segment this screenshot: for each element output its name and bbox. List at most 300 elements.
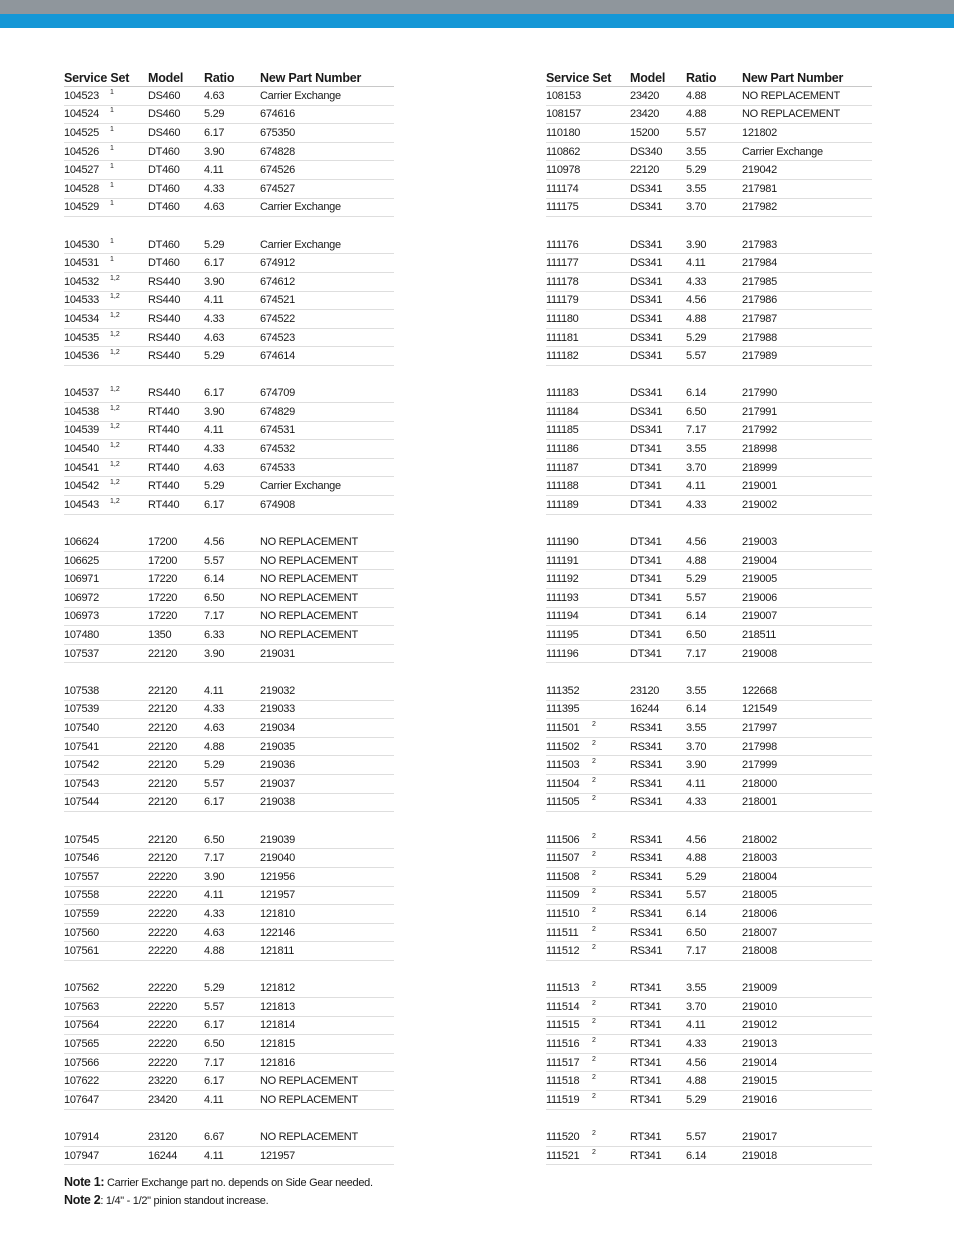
service-set-cell [546, 741, 630, 753]
ratio-cell: 4.88 [686, 312, 707, 325]
service-set-cell [546, 183, 630, 195]
table-row [64, 1017, 394, 1036]
footnote-marker: 1,2 [110, 460, 120, 468]
table-row [64, 87, 394, 106]
service-set-value: 107562 [64, 982, 99, 995]
model-cell: DS341 [630, 201, 663, 214]
footnote-marker: 2 [592, 832, 596, 840]
ratio-cell: 3.90 [204, 647, 225, 660]
service-set-value: 111507 [546, 852, 580, 865]
table-row [64, 924, 394, 943]
ratio-cell: 6.14 [686, 703, 707, 716]
new-part-number-cell: 219015 [742, 1075, 777, 1088]
new-part-number-cell: 218002 [742, 833, 777, 846]
model-cell: RS341 [630, 852, 663, 865]
footnote-marker: 1,2 [110, 274, 120, 282]
model-cell: RS440 [148, 294, 181, 307]
table-row [546, 310, 872, 329]
service-set-cell [64, 183, 148, 195]
new-part-number-cell: 218998 [742, 443, 777, 456]
ratio-cell: 6.50 [204, 833, 225, 846]
new-part-number-cell: 217985 [742, 275, 777, 288]
header-new-part-number: New Part Number [260, 71, 362, 85]
new-part-number-cell: 217988 [742, 331, 777, 344]
table-row [64, 422, 394, 441]
new-part-number-cell: 218003 [742, 852, 777, 865]
new-part-number-cell: 218511 [742, 629, 777, 642]
service-set-cell [64, 685, 148, 697]
service-set-value: 104537 [64, 387, 99, 400]
service-set-cell [546, 387, 630, 399]
new-part-number-cell: 674614 [260, 350, 295, 363]
service-set-cell [546, 945, 630, 957]
note-2 [64, 1193, 373, 1211]
model-cell: RS440 [148, 331, 181, 344]
ratio-cell: 7.17 [204, 1056, 225, 1069]
table-row [64, 719, 394, 738]
group-spacer [546, 812, 872, 831]
ratio-cell: 4.33 [686, 1038, 707, 1051]
new-part-number-cell: 219001 [742, 480, 777, 493]
new-part-number-cell: NO REPLACEMENT [260, 573, 358, 586]
model-cell: 16244 [630, 703, 660, 716]
table-header [64, 66, 394, 87]
footnote-marker: 1 [110, 237, 114, 245]
service-set-value: 111189 [546, 498, 579, 511]
service-set-value: 111180 [546, 312, 579, 325]
model-cell: DS341 [630, 238, 663, 251]
service-set-value: 111177 [546, 257, 579, 270]
new-part-number-cell: 121810 [260, 907, 295, 920]
table-row [64, 403, 394, 422]
footnote-marker: 1,2 [110, 311, 120, 319]
service-set-value: 104530 [64, 238, 99, 251]
new-part-number-cell: 674709 [260, 387, 295, 400]
table-row [546, 980, 872, 999]
service-set-value: 107561 [64, 945, 99, 958]
group-spacer [546, 663, 872, 682]
service-set-cell [64, 127, 148, 139]
ratio-cell: 4.33 [686, 275, 707, 288]
ratio-cell: 3.55 [686, 982, 707, 995]
service-set-cell [546, 294, 630, 306]
table-row [64, 701, 394, 720]
model-cell: 22120 [148, 703, 178, 716]
model-cell: DT460 [148, 145, 180, 158]
service-set-value: 111174 [546, 182, 579, 195]
header-model: Model [148, 71, 184, 85]
service-set-cell [546, 239, 630, 251]
model-cell: DS341 [630, 350, 663, 363]
table-row [546, 589, 872, 608]
ratio-cell: 6.17 [204, 1075, 225, 1088]
ratio-cell: 6.17 [204, 796, 225, 809]
top-band-blue [0, 14, 954, 28]
ratio-cell: 3.90 [204, 870, 225, 883]
footnote-marker: 1,2 [110, 349, 120, 357]
service-set-value: 111520 [546, 1131, 580, 1144]
table-row [64, 477, 394, 496]
service-set-value: 111175 [546, 201, 579, 214]
ratio-cell: 7.17 [686, 647, 707, 660]
service-set-cell [546, 201, 630, 213]
table-row [64, 329, 394, 348]
table-row [64, 143, 394, 162]
service-set-value: 111514 [546, 1000, 580, 1013]
left-table-body [64, 87, 394, 1165]
ratio-cell: 6.14 [686, 1149, 707, 1162]
service-set-cell [64, 759, 148, 771]
model-cell: 17220 [148, 573, 178, 586]
ratio-cell: 5.29 [686, 164, 707, 177]
model-cell: 22120 [148, 721, 178, 734]
service-set-cell [546, 332, 630, 344]
model-cell: 22220 [148, 926, 178, 939]
model-cell: RS341 [630, 833, 663, 846]
service-set-value: 111194 [546, 610, 579, 623]
service-set-value: 110180 [546, 126, 581, 139]
new-part-number-cell: 219037 [260, 777, 295, 790]
ratio-cell: 4.33 [204, 703, 225, 716]
table-row [546, 701, 872, 720]
model-cell: 22220 [148, 982, 178, 995]
new-part-number-cell: 674523 [260, 331, 295, 344]
service-set-value: 111517 [546, 1056, 580, 1069]
service-set-cell [546, 927, 630, 939]
new-part-number-cell: 218005 [742, 889, 777, 902]
service-set-value: 107558 [64, 889, 99, 902]
note-2-text: : 1/4" - 1/2" pinion standout increase. [100, 1195, 269, 1207]
new-part-number-cell: 217987 [742, 312, 777, 325]
ratio-cell: 4.11 [204, 294, 224, 307]
model-cell: DS340 [630, 145, 663, 158]
service-set-cell [64, 1131, 148, 1143]
new-part-number-cell: 121957 [260, 889, 295, 902]
footnote-marker: 1 [110, 144, 114, 152]
ratio-cell: 7.17 [204, 852, 225, 865]
ratio-cell: 4.11 [686, 480, 706, 493]
ratio-cell: 5.57 [204, 554, 225, 567]
new-part-number-cell: 219007 [742, 610, 777, 623]
table-row [64, 1035, 394, 1054]
service-set-cell [546, 796, 630, 808]
ratio-cell: 3.70 [686, 740, 707, 753]
service-set-cell [546, 1001, 630, 1013]
ratio-cell: 4.56 [686, 294, 707, 307]
table-row [546, 942, 872, 961]
service-set-value: 111503 [546, 759, 580, 772]
new-part-number-cell: 217982 [742, 201, 777, 214]
service-set-cell [546, 164, 630, 176]
service-set-value: 108153 [546, 89, 581, 102]
ratio-cell: 4.63 [204, 89, 225, 102]
model-cell: 22120 [148, 833, 178, 846]
header-ratio: Ratio [686, 71, 717, 85]
table-row [546, 1091, 872, 1110]
service-set-cell [546, 908, 630, 920]
footnote-marker: 2 [592, 1130, 596, 1138]
service-set-value: 111510 [546, 907, 580, 920]
model-cell: RT341 [630, 1093, 662, 1106]
ratio-cell: 4.56 [204, 536, 225, 549]
group-spacer [64, 961, 394, 980]
new-part-number-cell: 219014 [742, 1056, 777, 1069]
table-row [64, 794, 394, 813]
model-cell: 22220 [148, 1038, 178, 1051]
service-set-cell [546, 592, 630, 604]
service-set-value: 104539 [64, 424, 99, 437]
table-row [546, 292, 872, 311]
service-set-cell [546, 889, 630, 901]
service-set-cell [64, 703, 148, 715]
model-cell: DS341 [630, 387, 663, 400]
service-set-cell [546, 90, 630, 102]
table-header [546, 66, 872, 87]
table-row [546, 385, 872, 404]
service-set-value: 104533 [64, 294, 99, 307]
service-set-cell [546, 108, 630, 120]
table-row [64, 1147, 394, 1166]
new-part-number-cell: 674612 [260, 275, 295, 288]
footnote-marker: 2 [592, 739, 596, 747]
footnote-marker: 2 [592, 906, 596, 914]
ratio-cell: 4.56 [686, 536, 707, 549]
ratio-cell: 5.29 [204, 238, 225, 251]
service-set-cell [64, 480, 148, 492]
table-row [546, 477, 872, 496]
service-set-value: 107539 [64, 703, 99, 716]
service-set-value: 111511 [546, 926, 579, 939]
model-cell: 17220 [148, 610, 178, 623]
service-set-cell [64, 610, 148, 622]
model-cell: 15200 [630, 126, 660, 139]
table-row [546, 626, 872, 645]
table-row [64, 199, 394, 218]
service-set-value: 107541 [64, 740, 99, 753]
service-set-value: 111188 [546, 480, 579, 493]
new-part-number-cell: 218004 [742, 870, 777, 883]
service-set-cell [546, 759, 630, 771]
new-part-number-cell: 674616 [260, 108, 295, 121]
service-set-cell [64, 778, 148, 790]
new-part-number-cell: 218008 [742, 945, 777, 958]
service-set-cell [546, 982, 630, 994]
service-set-cell [546, 257, 630, 269]
service-set-cell [64, 982, 148, 994]
service-set-cell [64, 350, 148, 362]
ratio-cell: 4.11 [204, 164, 224, 177]
ratio-cell: 5.57 [686, 591, 707, 604]
model-cell: RS341 [630, 796, 663, 809]
ratio-cell: 4.33 [204, 443, 225, 456]
new-part-number-cell: 219032 [260, 684, 295, 697]
service-set-value: 111196 [546, 647, 579, 660]
service-set-cell [546, 313, 630, 325]
table-row [546, 1035, 872, 1054]
service-set-value: 107543 [64, 777, 99, 790]
table-row [64, 1072, 394, 1091]
new-part-number-cell: 219013 [742, 1038, 777, 1051]
ratio-cell: 4.88 [204, 740, 225, 753]
new-part-number-cell: 217984 [742, 257, 777, 270]
ratio-cell: 6.50 [686, 926, 707, 939]
service-set-value: 111504 [546, 777, 580, 790]
footnote-marker: 2 [592, 1074, 596, 1082]
table-row [546, 440, 872, 459]
service-set-value: 107557 [64, 870, 99, 883]
new-part-number-cell: 121812 [260, 982, 295, 995]
ratio-cell: 6.14 [686, 610, 707, 623]
new-part-number-cell: 121957 [260, 1149, 295, 1162]
table-row [64, 385, 394, 404]
table-row [546, 868, 872, 887]
new-part-number-cell: 219005 [742, 573, 777, 586]
service-set-cell [546, 722, 630, 734]
model-cell: RS341 [630, 777, 663, 790]
service-set-cell [64, 201, 148, 213]
model-cell: 22120 [148, 852, 178, 865]
table-row [64, 868, 394, 887]
model-cell: DT341 [630, 573, 662, 586]
ratio-cell: 4.11 [686, 1019, 706, 1032]
model-cell: DT460 [148, 182, 180, 195]
service-set-value: 111179 [546, 294, 579, 307]
service-set-value: 107538 [64, 684, 99, 697]
service-set-cell [546, 1094, 630, 1106]
new-part-number-cell: 217997 [742, 721, 777, 734]
new-part-number-cell: Carrier Exchange [260, 89, 341, 102]
service-set-cell [64, 276, 148, 288]
footnote-marker: 2 [592, 1055, 596, 1063]
ratio-cell: 5.57 [686, 889, 707, 902]
footnote-marker: 1 [110, 200, 114, 208]
top-band-gray [0, 0, 954, 14]
ratio-cell: 3.70 [686, 461, 707, 474]
new-part-number-cell: 674531 [260, 424, 295, 437]
table-row [546, 254, 872, 273]
service-set-cell [546, 462, 630, 474]
ratio-cell: 7.17 [204, 610, 225, 623]
model-cell: 22220 [148, 945, 178, 958]
service-set-cell [546, 536, 630, 548]
ratio-cell: 5.57 [686, 350, 707, 363]
new-part-number-cell: 217998 [742, 740, 777, 753]
new-part-number-cell: 217983 [742, 238, 777, 251]
table-row [546, 347, 872, 366]
service-set-value: 104529 [64, 201, 99, 214]
new-part-number-cell: 219016 [742, 1093, 777, 1106]
service-set-value: 107480 [64, 629, 99, 642]
service-set-value: 104542 [64, 480, 99, 493]
table-row [64, 775, 394, 794]
table-row [546, 161, 872, 180]
ratio-cell: 3.90 [686, 238, 707, 251]
ratio-cell: 4.88 [686, 1075, 707, 1088]
new-part-number-cell: 219010 [742, 1000, 777, 1013]
service-set-cell [546, 871, 630, 883]
new-part-number-cell: 121549 [742, 703, 777, 716]
ratio-cell: 6.17 [204, 498, 225, 511]
model-cell: RT341 [630, 982, 662, 995]
ratio-cell: 3.90 [204, 405, 225, 418]
footnote-marker: 1,2 [110, 293, 120, 301]
model-cell: 22220 [148, 1019, 178, 1032]
model-cell: 17200 [148, 554, 178, 567]
service-set-value: 107560 [64, 926, 99, 939]
ratio-cell: 6.17 [204, 126, 225, 139]
ratio-cell: 3.90 [686, 759, 707, 772]
model-cell: RS440 [148, 350, 181, 363]
model-cell: 17200 [148, 536, 178, 549]
ratio-cell: 4.11 [204, 684, 224, 697]
header-service-set: Service Set [546, 71, 612, 85]
model-cell: DS460 [148, 108, 181, 121]
service-set-cell [64, 146, 148, 158]
model-cell: 22120 [148, 777, 178, 790]
service-set-cell [546, 610, 630, 622]
table-row [64, 440, 394, 459]
new-part-number-cell: NO REPLACEMENT [742, 108, 840, 121]
note-2-label: Note 2 [64, 1193, 101, 1207]
ratio-cell: 5.57 [686, 126, 707, 139]
model-cell: DS341 [630, 312, 663, 325]
table-row [546, 329, 872, 348]
service-set-value: 104525 [64, 126, 99, 139]
ratio-cell: 4.88 [686, 89, 707, 102]
service-set-value: 111519 [546, 1093, 580, 1106]
service-set-value: 111521 [546, 1149, 580, 1162]
service-set-cell [64, 555, 148, 567]
service-set-cell [64, 1057, 148, 1069]
service-set-value: 107565 [64, 1038, 99, 1051]
table-row [546, 552, 872, 571]
service-set-cell [546, 350, 630, 362]
new-part-number-cell: 217991 [742, 405, 777, 418]
service-set-cell [64, 908, 148, 920]
service-set-cell [64, 164, 148, 176]
group-spacer [546, 366, 872, 385]
service-set-cell [546, 852, 630, 864]
group-spacer [64, 812, 394, 831]
service-set-cell [64, 1001, 148, 1013]
table-row [64, 645, 394, 664]
ratio-cell: 4.33 [204, 312, 225, 325]
table-row [64, 161, 394, 180]
table-row [546, 738, 872, 757]
service-set-cell [64, 1075, 148, 1087]
model-cell: DS341 [630, 331, 663, 344]
group-spacer [64, 515, 394, 534]
service-set-cell [64, 424, 148, 436]
footnote-marker: 2 [592, 925, 596, 933]
new-part-number-cell: 217981 [742, 182, 777, 195]
table-row [546, 180, 872, 199]
ratio-cell: 3.70 [686, 201, 707, 214]
new-part-number-cell: 219042 [742, 164, 777, 177]
new-part-number-cell: NO REPLACEMENT [260, 610, 358, 623]
new-part-number-cell: 219009 [742, 982, 777, 995]
ratio-cell: 5.29 [686, 331, 707, 344]
model-cell: 22220 [148, 1000, 178, 1013]
new-part-number-cell: 219002 [742, 498, 777, 511]
model-cell: DT341 [630, 610, 662, 623]
ratio-cell: 4.11 [204, 889, 224, 902]
service-set-value: 107564 [64, 1019, 99, 1032]
table-row [546, 849, 872, 868]
model-cell: DT341 [630, 591, 662, 604]
service-set-value: 111505 [546, 796, 580, 809]
new-part-number-cell: 674908 [260, 498, 295, 511]
